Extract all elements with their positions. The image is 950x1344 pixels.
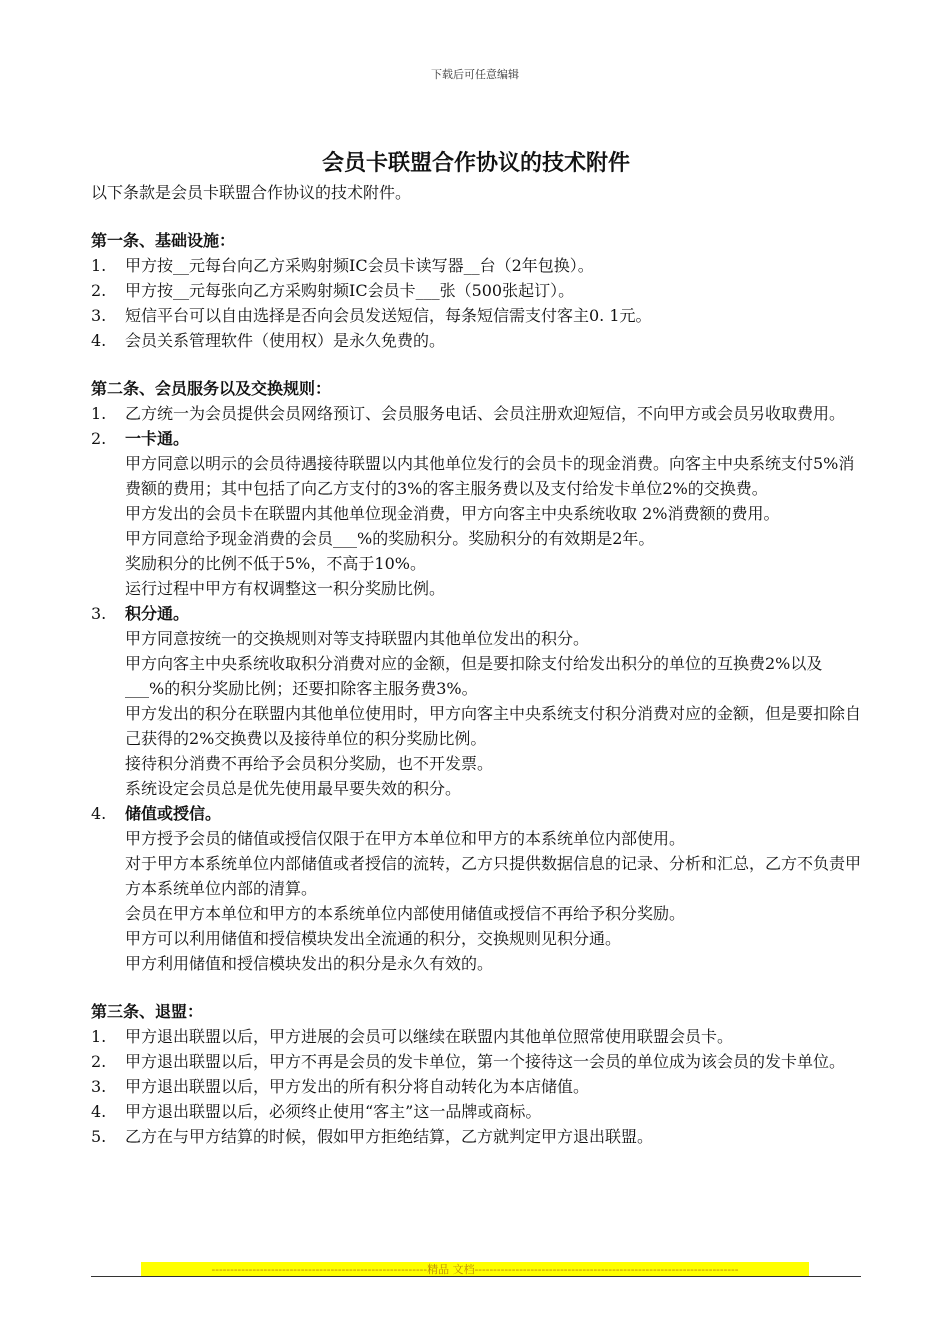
item-text: 甲方退出联盟以后，甲方不再是会员的发卡单位，第一个接待这一会员的单位成为该会员的发卡单位。: [125, 1052, 846, 1071]
section-1-item: [91, 328, 861, 353]
item-body-line: 甲方向客主中央系统收取积分消费对应的金额，但是要扣除支付给发出积分的单位的互换费2%以及___%的积分奖励比例；还要扣除客主服务费3%。: [125, 654, 823, 698]
item-body-line: 对于甲方本系统单位内部储值或者授信的流转，乙方只提供数据信息的记录、分析和汇总，乙方不负责甲方本系统单位内部的清算。: [125, 854, 862, 898]
item-label: 储值或授信。: [125, 804, 222, 823]
item-body-line: 甲方可以利用储值和授信模块发出全流通的积分，交换规则见积分通。: [125, 929, 622, 948]
item-body-line: 会员在甲方本单位和甲方的本系统单位内部使用储值或授信不再给予积分奖励。: [125, 904, 686, 923]
item-text: 乙方统一为会员提供会员网络预订、会员服务电话、会员注册欢迎短信，不向甲方或会员另收取费用。: [125, 404, 846, 423]
section-3-item: [91, 1024, 861, 1049]
item-text: 甲方退出联盟以后，必须终止使用“客主”这一品牌或商标。: [125, 1102, 542, 1121]
item-text: 甲方退出联盟以后，甲方发出的所有积分将自动转化为本店储值。: [125, 1077, 590, 1096]
item-body-line: 接待积分消费不再给予会员积分奖励，也不开发票。: [125, 754, 494, 773]
item-number: 3.: [91, 1077, 107, 1096]
section-3-item: [91, 1074, 861, 1099]
item-body-line: 系统设定会员总是优先使用最早要失效的积分。: [125, 779, 462, 798]
document-title: 会员卡联盟合作协议的技术附件: [321, 150, 630, 176]
section-2-item: [91, 426, 861, 451]
item-number: 2.: [91, 281, 107, 300]
section-3-item: [91, 1124, 861, 1149]
item-text: 甲方按__元每张向乙方采购射频IC会员卡___张（500张起订）。: [125, 281, 575, 300]
item-number: 3.: [91, 306, 107, 325]
item-body-line: 甲方同意按统一的交换规则对等支持联盟内其他单位发出的积分。: [125, 629, 590, 648]
section-2-heading: 第二条、会员服务以及交换规则：: [91, 379, 332, 398]
item-number: 4.: [91, 1102, 107, 1121]
item-body-line: 运行过程中甲方有权调整这一积分奖励比例。: [125, 579, 446, 598]
section-1-item: [91, 303, 861, 328]
item-number: 4.: [91, 804, 107, 823]
section-1-heading: 第一条、基础设施：: [91, 231, 236, 250]
item-label: 积分通。: [125, 604, 190, 623]
item-text: 乙方在与甲方结算的时候，假如甲方拒绝结算，乙方就判定甲方退出联盟。: [125, 1127, 654, 1146]
intro-paragraph: 以下条款是会员卡联盟合作协议的技术附件。: [91, 183, 412, 202]
section-3-item: [91, 1049, 861, 1074]
section-2-item: [91, 601, 861, 626]
section-2-item: [91, 801, 861, 826]
section-1-item: [91, 278, 861, 303]
item-number: 4.: [91, 331, 107, 350]
footer-banner: ----------------------------------------------------------精品 文档-----------------------------------------------------------------------: [141, 1262, 809, 1277]
header-note: 下载后可任意编辑: [431, 68, 519, 81]
item-body-line: 甲方发出的积分在联盟内其他单位使用时，甲方向客主中央系统支付积分消费对应的金额，但是要扣除自己获得的2%交换费以及接待单位的积分奖励比例。: [125, 704, 862, 748]
item-label: 一卡通。: [125, 429, 190, 448]
item-body-line: 甲方发出的会员卡在联盟内其他单位现金消费，甲方向客主中央系统收取 2%消费额的费用。: [125, 504, 780, 523]
item-number: 1.: [91, 404, 107, 423]
item-number: 1.: [91, 256, 107, 275]
item-body-line: 甲方授予会员的储值或授信仅限于在甲方本单位和甲方的本系统单位内部使用。: [125, 829, 686, 848]
item-body-line: 甲方同意给予现金消费的会员___%的奖励积分。奖励积分的有效期是2年。: [125, 529, 655, 548]
section-1-item: [91, 253, 861, 278]
item-number: 5.: [91, 1127, 107, 1146]
item-number: 3.: [91, 604, 107, 623]
section-3-heading: 第三条、退盟：: [91, 1002, 204, 1021]
item-body-line: 甲方同意以明示的会员待遇接待联盟以内其他单位发行的会员卡的现金消费。向客主中央系统支付5%消费额的费用；其中包括了向乙方支付的3%的客主服务费以及支付给发卡单位2%的交换费。: [125, 454, 855, 498]
item-number: 2.: [91, 1052, 107, 1071]
footer-divider: [91, 1276, 861, 1277]
item-text: 甲方按__元每台向乙方采购射频IC会员卡读写器__台（2年包换）。: [125, 256, 594, 275]
item-body-line: 甲方利用储值和授信模块发出的积分是永久有效的。: [125, 954, 494, 973]
section-2-item: [91, 401, 861, 426]
item-number: 2.: [91, 429, 107, 448]
section-3-item: [91, 1099, 861, 1124]
item-text: 会员关系管理软件（使用权）是永久免费的。: [125, 331, 446, 350]
item-body-line: 奖励积分的比例不低于5%，不高于10%。: [125, 554, 426, 573]
item-number: 1.: [91, 1027, 107, 1046]
document-body: [91, 146, 861, 1149]
item-text: 甲方退出联盟以后，甲方进展的会员可以继续在联盟内其他单位照常使用联盟会员卡。: [125, 1027, 734, 1046]
item-text: 短信平台可以自由选择是否向会员发送短信，每条短信需支付客主0. 1元。: [125, 306, 652, 325]
